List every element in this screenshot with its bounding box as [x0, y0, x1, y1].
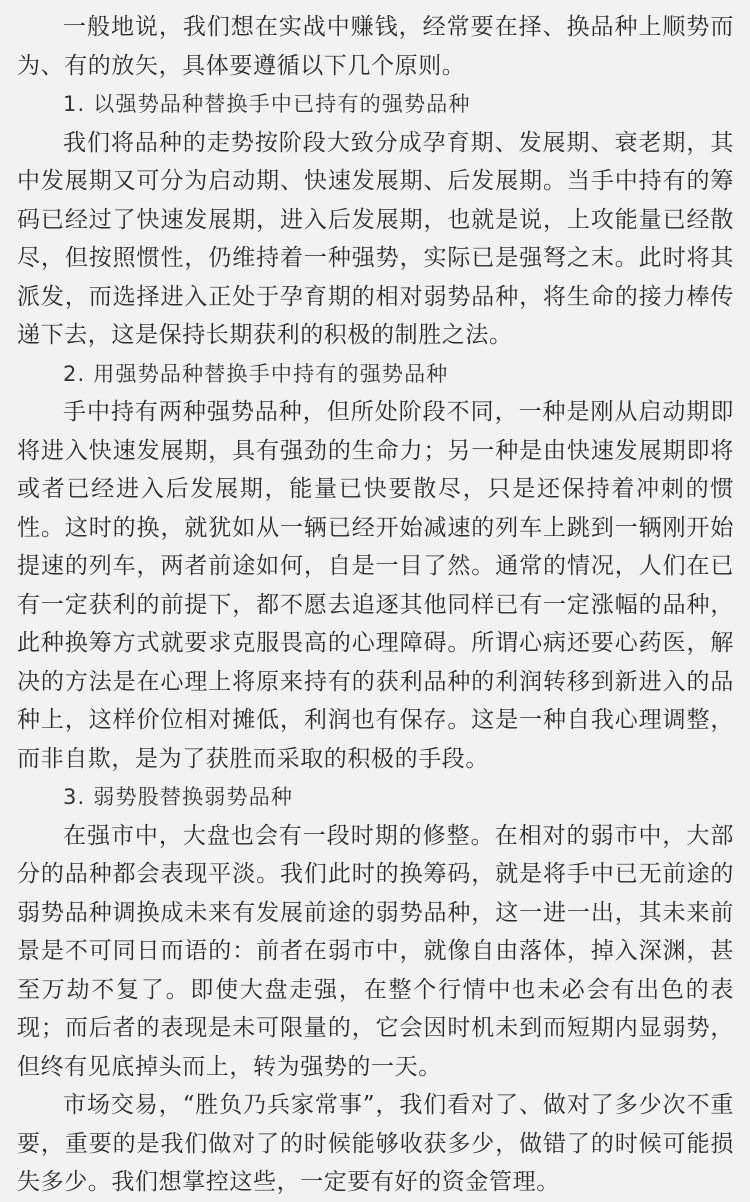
section-heading-3: 3. 弱势股替换弱势品种: [63, 785, 294, 809]
intro-paragraph: 一般地说，我们想在实战中赚钱，经常要在择、换品种上顺势而为、有的放矢，具体要遵循以下几个原则。: [17, 14, 734, 79]
section-body-3: 在强市中，大盘也会有一段时期的修整。在相对的弱市中，大部分的品种都会表现平淡。我们此时的换筹码，就是将手中已无前途的弱势品种调换成未来有发展前途的弱势品种，这一进一出，其未来前景是不可同日而语的：前者在弱市中，就像自由落体，掉入深渊，甚至万劫不复了。即使大盘走强，在整个行情中也未必会有出色的表现；而后者的表现是未可限量的，它会因时机未到而短期内显弱势，但终有见底掉头而上，转为强势的一天。: [17, 822, 734, 1080]
closing-paragraph: 市场交易，“胜负乃兵家常事”，我们看对了、做对了多少次不重要，重要的是我们做对了的时候能够收获多少，做错了的时候可能损失多少。我们想掌控这些，一定要有好的资金管理。: [17, 1092, 734, 1195]
section-body-1: 我们将品种的走势按阶段大致分成孕育期、发展期、衰老期，其中发展期又可分为启动期、快速发展期、后发展期。当手中持有的筹码已经过了快速发展期，进入后发展期，也就是说，上攻能量已经散尽，但按照惯性，仍维持着一种强势，实际已是强弩之末。此时将其派发，而选择进入正处于孕育期的相对弱势品种，将生命的接力棒传递下去，这是保持长期获利的积极的制胜之法。: [17, 129, 734, 348]
section-heading-2: 2. 用强势品种替换手中持有的强势品种: [63, 361, 449, 386]
section-body-2: 手中持有两种强势品种，但所处阶段不同，一种是刚从启动期即将进入快速发展期，具有强劲的生命力；另一种是由快速发展期即将或者已经进入后发展期，能量已快要散尽，只是还保持着冲刺的惯性。这时的换，就犹如从一辆已经开始减速的列车上跳到一辆刚开始提速的列车，两者前途如何，自是一目了然。通常的情况，人们在已有一定获利的前提下，都不愿去追逐其他同样已有一定涨幅的品种，此种换筹方式就要求克服畏高的心理障碍。所谓心病还要心药医，解决的方法是在心理上将原来持有的获利品种的利润转移到新进入的品种上，这样价位相对摊低，利润也有保存。这是一种自我心理调整，而非自欺，是为了获胜而采取的积极的手段。: [17, 399, 734, 772]
section-heading-1: 1. 以强势品种替换手中已持有的强势品种: [63, 92, 471, 116]
